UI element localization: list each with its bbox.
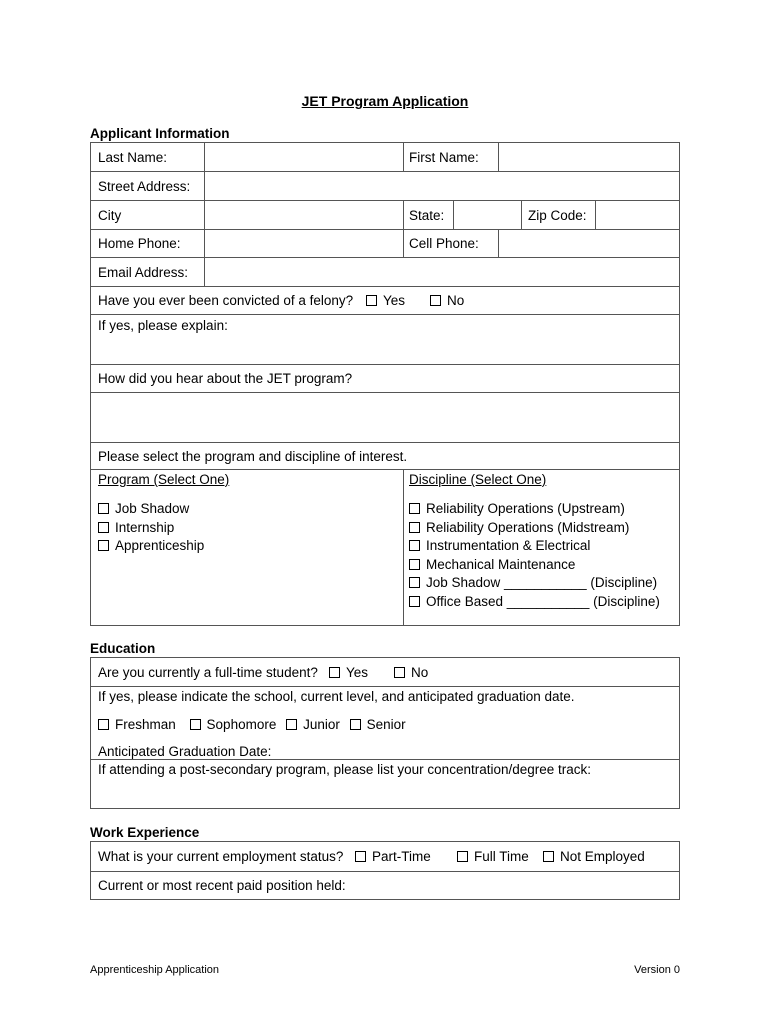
checkbox-icon[interactable] [430, 295, 441, 306]
grad-date-label: Anticipated Graduation Date: [98, 744, 272, 759]
checkbox-icon[interactable] [98, 503, 109, 514]
felony-row [91, 287, 679, 315]
city-row [91, 201, 679, 230]
state-label: State: [409, 208, 445, 223]
work-table [90, 841, 680, 900]
program-header: Program (Select One) [98, 472, 230, 487]
explain-row[interactable] [91, 315, 679, 365]
city-label: City [98, 208, 122, 223]
checkbox-icon[interactable] [409, 577, 420, 588]
felony-question: Have you ever been convicted of a felony? [98, 293, 354, 308]
street-row [91, 172, 679, 201]
school-level-row [91, 687, 679, 760]
checkbox-icon[interactable] [190, 719, 201, 730]
checkbox-icon[interactable] [543, 851, 554, 862]
discipline-option-mechanical[interactable]: Mechanical Maintenance [409, 556, 660, 575]
email-field[interactable] [205, 258, 679, 286]
discipline-option-upstream[interactable]: Reliability Operations (Upstream) [409, 500, 660, 519]
checkbox-icon[interactable] [286, 719, 297, 730]
post-secondary-label: If attending a post-secondary program, please list your concentration/degree track: [98, 762, 592, 777]
employment-full-time[interactable]: Full Time [457, 849, 529, 864]
explain-label: If yes, please explain: [98, 318, 228, 333]
city-field[interactable] [205, 201, 403, 229]
email-row [91, 258, 679, 287]
home-phone-field[interactable] [205, 230, 403, 257]
zip-label: Zip Code: [528, 208, 587, 223]
zip-field[interactable] [596, 201, 679, 229]
footer-left: Apprenticeship Application [90, 964, 220, 976]
checkbox-icon[interactable] [409, 503, 420, 514]
street-label: Street Address: [98, 179, 191, 194]
checkbox-icon[interactable] [409, 596, 420, 607]
student-no-option[interactable]: No [394, 665, 428, 680]
level-option-sophomore[interactable]: Sophomore [190, 717, 277, 732]
cell-phone-label: Cell Phone: [409, 236, 479, 251]
checkbox-icon[interactable] [350, 719, 361, 730]
section-heading-work: Work Experience [90, 825, 200, 840]
state-field[interactable] [454, 201, 521, 229]
checkbox-icon[interactable] [366, 295, 377, 306]
indicate-label: If yes, please indicate the school, current level, and anticipated graduation date. [98, 689, 575, 704]
first-name-field[interactable] [499, 143, 679, 171]
employment-question: What is your current employment status? [98, 849, 344, 864]
student-question: Are you currently a full-time student? [98, 665, 318, 680]
position-row[interactable] [91, 872, 679, 899]
felony-no-option[interactable]: No [430, 293, 464, 308]
post-secondary-row[interactable] [91, 760, 679, 808]
checkbox-icon[interactable] [98, 522, 109, 533]
student-yes-option[interactable]: Yes [329, 665, 368, 680]
name-row [91, 143, 679, 172]
last-name-field[interactable] [205, 143, 403, 171]
discipline-option-job-shadow[interactable]: Job Shadow ___________ (Discipline) [409, 574, 660, 593]
checkbox-icon[interactable] [409, 522, 420, 533]
discipline-list [409, 500, 660, 611]
first-name-label: First Name: [409, 150, 479, 165]
program-option-job-shadow[interactable]: Job Shadow [98, 500, 204, 519]
last-name-label: Last Name: [98, 150, 168, 165]
email-label: Email Address: [98, 265, 189, 280]
employment-part-time[interactable]: Part-Time [355, 849, 431, 864]
checkbox-icon[interactable] [394, 667, 405, 678]
discipline-option-midstream[interactable]: Reliability Operations (Midstream) [409, 519, 660, 538]
cell-phone-field[interactable] [499, 230, 679, 257]
section-heading-applicant: Applicant Information [90, 126, 230, 141]
checkbox-icon[interactable] [98, 540, 109, 551]
checkbox-icon[interactable] [329, 667, 340, 678]
position-label: Current or most recent paid position held: [98, 878, 346, 893]
student-row [91, 658, 679, 687]
program-list [98, 500, 204, 556]
checkbox-icon[interactable] [355, 851, 366, 862]
phone-row [91, 230, 679, 258]
checkbox-icon[interactable] [98, 719, 109, 730]
section-heading-education: Education [90, 641, 156, 656]
applicant-table [90, 142, 680, 626]
program-section [91, 443, 679, 625]
level-option-junior[interactable]: Junior [286, 717, 340, 732]
education-table [90, 657, 680, 809]
level-option-senior[interactable]: Senior [350, 717, 406, 732]
employment-row [91, 842, 679, 872]
program-option-apprenticeship[interactable]: Apprenticeship [98, 537, 204, 556]
hear-row [91, 365, 679, 393]
level-option-freshman[interactable]: Freshman [98, 717, 176, 732]
discipline-option-office-based[interactable]: Office Based ___________ (Discipline) [409, 593, 660, 612]
home-phone-label: Home Phone: [98, 236, 181, 251]
checkbox-icon[interactable] [409, 559, 420, 570]
page-title: JET Program Application [301, 93, 469, 109]
program-option-internship[interactable]: Internship [98, 519, 204, 538]
checkbox-icon[interactable] [409, 540, 420, 551]
checkbox-icon[interactable] [457, 851, 468, 862]
employment-not-employed[interactable]: Not Employed [543, 849, 645, 864]
hear-question: How did you hear about the JET program? [98, 371, 353, 386]
discipline-option-instrumentation[interactable]: Instrumentation & Electrical [409, 537, 660, 556]
select-prompt: Please select the program and discipline of interest. [98, 449, 408, 464]
street-field[interactable] [205, 172, 679, 200]
felony-yes-option[interactable]: Yes [366, 293, 405, 308]
discipline-header: Discipline (Select One) [409, 472, 547, 487]
footer-right: Version 0 [634, 964, 680, 976]
hear-answer-field[interactable] [91, 393, 679, 443]
level-options [98, 717, 406, 732]
